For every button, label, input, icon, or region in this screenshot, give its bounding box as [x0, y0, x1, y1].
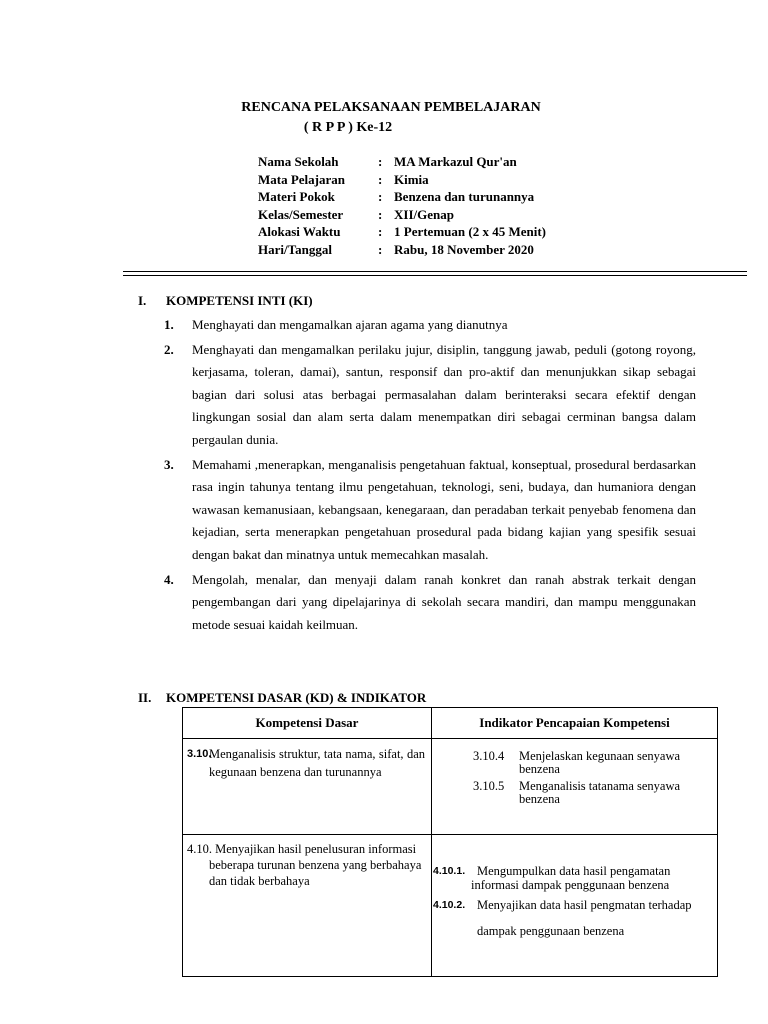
indicator-list	[433, 740, 716, 816]
info-block	[258, 153, 546, 259]
info-colon: :	[378, 189, 383, 205]
info-row-school	[258, 153, 546, 171]
kd-code: 3.10.	[187, 748, 212, 760]
info-label: Hari/Tanggal	[258, 241, 332, 257]
list-item	[164, 454, 696, 567]
info-colon: :	[378, 241, 383, 257]
indicator-item	[433, 898, 716, 912]
info-colon: :	[378, 224, 383, 240]
info-label: Mata Pelajaran	[258, 171, 346, 187]
info-label: Nama Sekolah	[258, 154, 339, 169]
indicator-item	[433, 864, 716, 878]
table-row	[183, 835, 718, 977]
table-header: Indikator Pencapaian Kompetensi	[432, 708, 718, 739]
indicator-list	[433, 836, 716, 938]
info-label: Materi Pokok	[258, 189, 335, 205]
info-row-date	[258, 241, 546, 259]
indicator-code: 3.10.4	[473, 749, 505, 763]
section-number: I.	[138, 293, 147, 308]
list-item	[164, 314, 696, 337]
document-subtitle: ( R P P ) Ke-12	[303, 120, 393, 135]
list-item-text: Memahami ,menerapkan, menganalisis pengetahuan faktual, konseptual, prosedural berdasarkan rasa ingin tahunya tentang ilmu pengetahuan, teknologi, seni, budaya, dan humaniora dengan wawasan kemanusiaan, kebangsaan, kenegaraan, dan peradaban terkait penyebab fenomena dan kejadian, serta menerapkan pengetahuan prosedural pada bidang kajian yang spesifik sesuai dengan bakat dan minatnya untuk memecahkan masalah.	[192, 456, 696, 562]
indicator-code: 4.10.1.	[433, 865, 466, 877]
info-value: Benzena dan turunannya	[394, 189, 535, 205]
kd-entry	[187, 745, 425, 781]
indicator-text: Menyajikan data hasil pengmatan terhadap	[477, 898, 692, 912]
info-row-topic	[258, 188, 546, 206]
info-row-class	[258, 206, 546, 224]
kd-text: 4.10. Menyajikan hasil penelusuran informasi beberapa turunan benzena yang berbahaya dan tidak berbahaya	[187, 842, 422, 888]
info-label: Alokasi Waktu	[258, 224, 341, 240]
table-cell-kd	[183, 835, 432, 977]
info-label: Kelas/Semester	[258, 206, 344, 222]
list-item-text: Mengolah, menalar, dan menyaji dalam ranah konkret dan ranah abstrak terkait dengan pengembangan dari yang dipelajarinya di sekolah secara mandiri, dan mampu menggunakan metode sesuai kaidah keilmuan.	[192, 571, 696, 632]
indicator-code: 4.10.2.	[433, 899, 466, 911]
info-value: 1 Pertemuan (2 x 45 Menit)	[394, 224, 546, 240]
info-colon: :	[378, 206, 383, 222]
ki-list	[164, 314, 696, 638]
list-item	[164, 339, 696, 452]
list-item	[164, 569, 696, 637]
table-header: Kompetensi Dasar	[183, 708, 432, 739]
list-item-number: 3.	[164, 456, 174, 472]
table-cell-indicators	[432, 835, 718, 977]
indicator-text-continued: informasi dampak penggunaan benzena	[471, 878, 670, 892]
table-cell-kd	[183, 739, 432, 835]
table-row	[183, 739, 718, 835]
info-colon: :	[378, 171, 383, 187]
info-value: Rabu, 18 November 2020	[394, 241, 534, 257]
table-cell-indicators	[432, 739, 718, 835]
indicator-text: Mengumpulkan data hasil pengamatan	[477, 864, 671, 878]
list-item-text: Menghayati dan mengamalkan ajaran agama yang dianutnya	[192, 317, 508, 332]
indicator-text: Menjelaskan kegunaan senyawa benzena	[519, 749, 681, 776]
info-colon: :	[378, 154, 383, 169]
section-number: II.	[138, 690, 152, 705]
section-title: KOMPETENSI INTI (KI)	[166, 293, 313, 308]
list-item-number: 4.	[164, 571, 174, 587]
document-title: RENCANA PELAKSANAAN PEMBELAJARAN	[241, 100, 541, 115]
indicator-text-continued: dampak penggunaan benzena	[477, 924, 625, 938]
kd-text: Menganalisis struktur, tata nama, sifat, dan kegunaan benzena dan turunannya	[209, 747, 425, 779]
header-divider-bottom	[123, 275, 747, 276]
header-divider-top	[123, 271, 747, 272]
list-item-number: 1.	[164, 317, 174, 332]
indicator-item	[473, 750, 710, 776]
section-title: KOMPETENSI DASAR (KD) & INDIKATOR	[166, 690, 427, 705]
info-value: Kimia	[394, 171, 429, 187]
info-row-subject	[258, 171, 546, 189]
info-value: MA Markazul Qur'an	[394, 154, 517, 169]
indicator-text: Menganalisis tatanama senyawa benzena	[519, 779, 681, 806]
indicator-code: 3.10.5	[473, 779, 505, 793]
table-header-row	[183, 708, 718, 739]
info-row-time	[258, 223, 546, 241]
list-item-text: Menghayati dan mengamalkan perilaku jujur, disiplin, tanggung jawab, peduli (gotong royong, kerjasama, toleran, damai), santun, responsif dan pro-aktif dan menunjukkan sikap sebagai bagian dari solusi atas berbagai permasalahan dalam berinteraksi secara efektif dengan lingkungan sosial dan alam serta dalam menempatkan diri sebagai cerminan bangsa dalam pergaulan dunia.	[192, 341, 696, 447]
indicator-item	[473, 780, 710, 806]
list-item-number: 2.	[164, 341, 174, 357]
info-value: XII/Genap	[394, 206, 454, 222]
kd-table	[182, 707, 718, 977]
